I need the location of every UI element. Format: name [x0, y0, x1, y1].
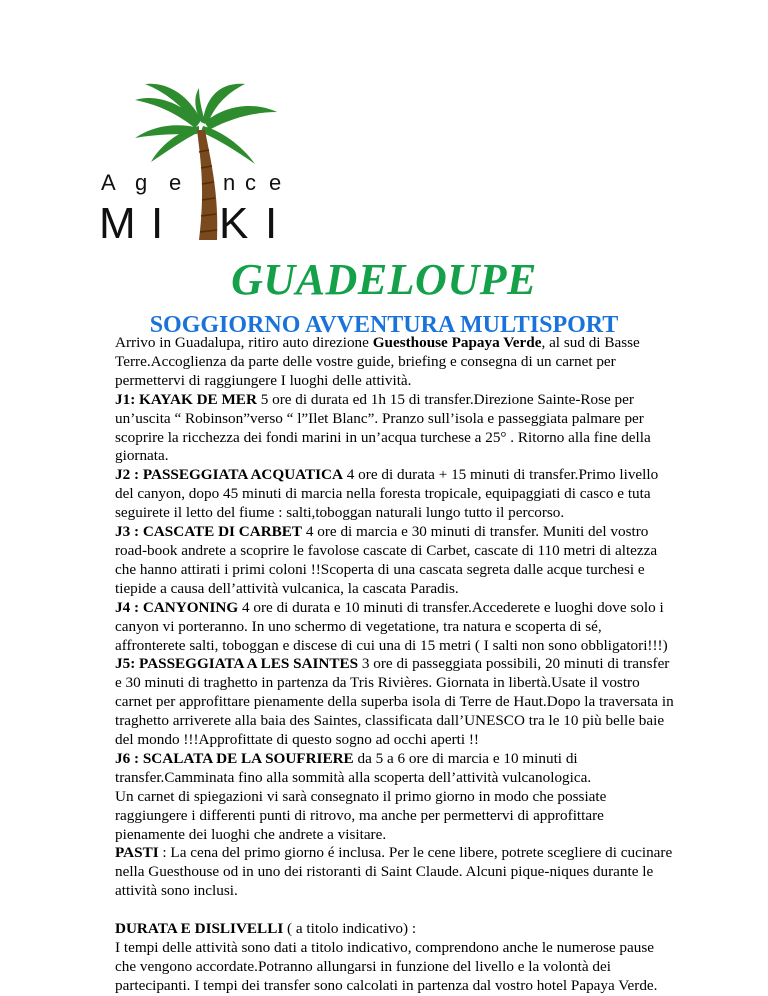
carnet-paragraph: Un carnet di spiegazioni vi sarà consegnato il primo giorno in modo che possiate raggiungere i differenti punti di ritrovo, ma anche per permettervi di approfittare pienamente dei luoghi che andrete a visitare.: [115, 787, 607, 843]
day-heading: J4 : CANYONING: [115, 598, 239, 616]
day-text: 3 ore di passeggiata possibili, 20 minuti di transfer e 30 minuti di traghetto in partenza da Tris Rivières. Giornata in libertà.Usate il vostro carnet per approfittare pienamente della superba isola di Terre de Haut.Dopo la traversata in traghetto arriverete alla baia des Saintes, classificata dall’UNESCO tra le 10 più belle baie del mondo !!!Approfittate di questo sogno ad occhi aperti !!: [115, 655, 674, 749]
pasti-text: : La cena del primo giorno é inclusa. Per le cene libere, potrete scegliere di cucinare nella Guesthouse od in uno dei ristoranti di Saint Claude. Alcuni pique-niques durante le attività sono inclusi.: [115, 844, 673, 900]
day-3: [115, 523, 675, 599]
svg-text:n: n: [223, 170, 236, 195]
day-heading: J6 : SCALATA DE LA SOUFRIERE: [115, 749, 354, 767]
durata-heading: DURATA E DISLIVELLI: [115, 920, 284, 938]
svg-text:I: I: [151, 199, 164, 242]
svg-text:e: e: [269, 170, 282, 195]
agence-miki-logo: [95, 82, 285, 242]
day-2: [115, 466, 675, 523]
svg-text:g: g: [135, 170, 148, 195]
pasti-paragraph: [115, 844, 675, 901]
document-body: [115, 334, 675, 996]
day-text: 5 ore di durata ed 1h 15 di transfer.Direzione Sainte-Rose per un’uscita “ Robinson”verso “ l”Ilet Blanc”. Pranzo sull’isola e passeggiata palmare per scoprire la ricchezza dei fondi marini in un’acqua turchese a 25° . Ritorno alla fine della giornata.: [115, 390, 651, 465]
pasti-heading: PASTI: [115, 844, 159, 862]
intro-paragraph: [115, 334, 675, 391]
day-text: 4 ore di durata e 10 minuti di transfer.Accederete e luoghi dove solo i canyon vi porteranno. In uno schermo di vegetatione, tra natura e scoperta di sé, affronterete salti, toboggan e discese di cui una di 15 metri ( I salti non sono obbligatori!!!): [115, 598, 668, 654]
durata-heading-note: ( a titolo indicativo) :: [283, 920, 417, 938]
day-6: [115, 750, 675, 788]
svg-text:K: K: [219, 199, 249, 242]
day-heading: J5: PASSEGGIATA A LES SAINTES: [115, 655, 359, 673]
day-5: [115, 655, 675, 750]
day-1: [115, 391, 675, 467]
svg-text:I: I: [265, 199, 278, 242]
svg-text:e: e: [169, 170, 182, 195]
durata-heading-line: [115, 920, 675, 939]
svg-text:M: M: [99, 199, 136, 242]
svg-text:c: c: [245, 170, 256, 195]
day-heading: J1: KAYAK DE MER: [115, 390, 257, 408]
intro-text-end: , al sud di Basse Terre.Accoglienza da parte delle vostre guide, briefing e consegna di un carnet per permettervi di raggiungere I luoghi delle attività.: [115, 334, 640, 389]
day-heading: J2 : PASSEGGIATA ACQUATICA: [115, 466, 343, 484]
intro-guesthouse: Guesthouse Papaya Verde: [372, 334, 542, 351]
day-text: 4 ore di durata + 15 minuti di transfer.Primo livello del canyon, dopo 45 minuti di marcia nella foresta tropicale, equipaggiati di casco e tuta seguirete il letto del fiume : salti,toboggan naturali lungo tutto il percorso.: [115, 466, 659, 522]
day-heading: J3 : CASCATE DI CARBET: [115, 523, 303, 541]
palm-tree-icon: [95, 82, 285, 242]
day-4: [115, 599, 675, 656]
spacer: [115, 901, 675, 920]
svg-text:A: A: [101, 170, 116, 195]
page-subtitle: SOGGIORNO AVVENTURA MULTISPORT: [149, 312, 619, 338]
day-text: 4 ore di marcia e 30 minuti di transfer. Muniti del vostro road-book andrete a scoprire le favolose cascate di Carbet, cascate di 110 metri di altezza che hanno attirati i primi coloni !!Scoperta di una cascata segreta dalle acque turchesi e tiepide a causa dell’attività vulcanica, la cascata Paradis.: [115, 523, 658, 597]
page-title: GUADELOUPE: [231, 255, 537, 304]
intro-text: Arrivo in Guadalupa, ritiro auto direzione: [115, 334, 373, 351]
durata-paragraph: I tempi delle attività sono dati a titolo indicativo, comprendono anche le numerose pause che vengono accordate.Potranno allungarsi in funzione del livello e la volontà dei partecipanti. I tempi dei transfer sono calcolati in partenza dal vostro hotel Papaya Verde.: [115, 939, 658, 994]
day-text: da 5 a 6 ore di marcia e 10 minuti di transfer.Camminata fino alla sommità alla scoperta dell’attività vulcanologica.: [115, 749, 592, 786]
